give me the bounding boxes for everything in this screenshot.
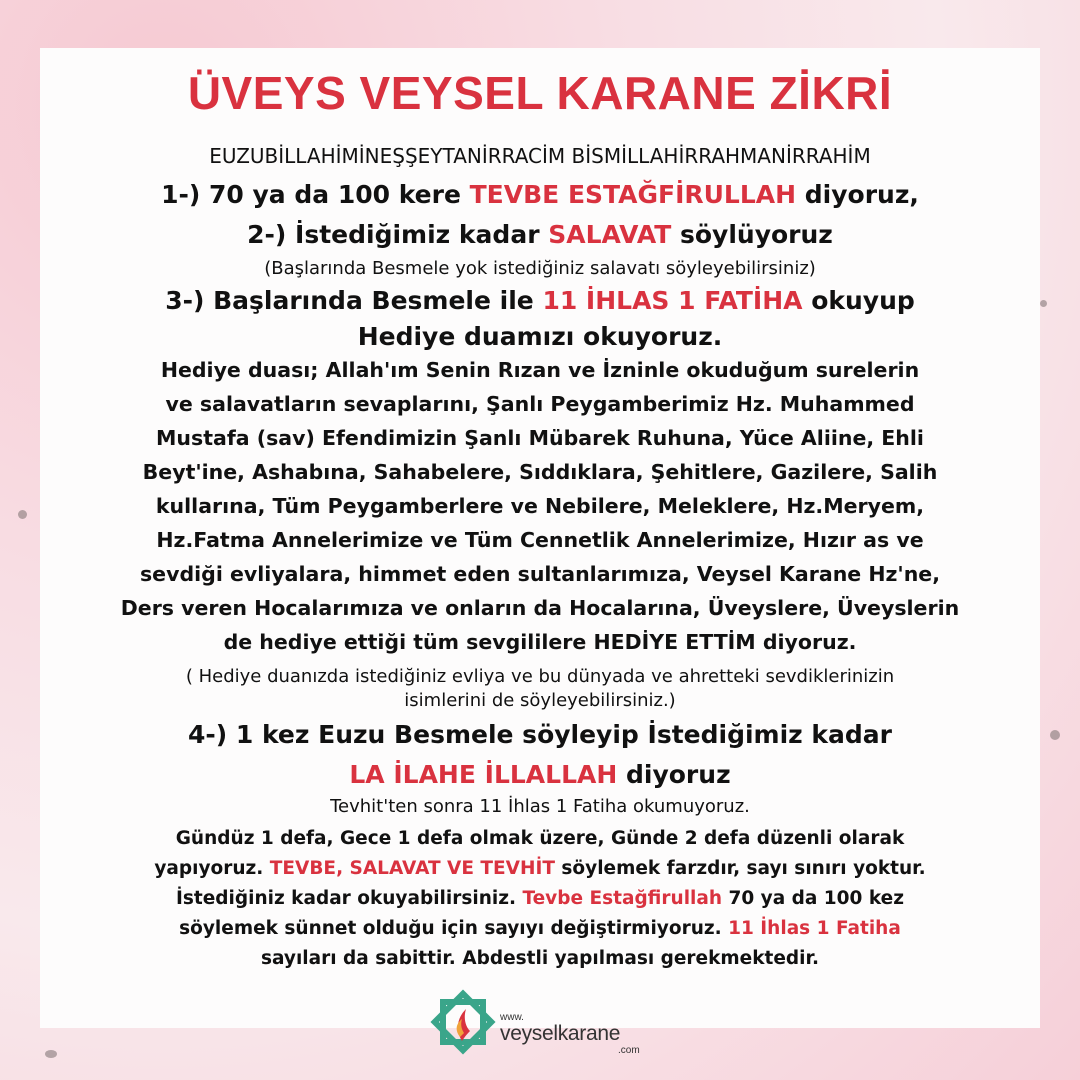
- step-4-line-2: [40, 760, 1040, 789]
- prayer-line: Mustafa (sav) Efendimizin Şanlı Mübarek Ruhuna, Yüce Aliine, Ehli: [156, 426, 924, 450]
- closing-text: söylemek farzdır, sayı sınırı yoktur.: [554, 858, 926, 879]
- closing-line-5: sayıları da sabittir. Abdestli yapılması gerekmektedir.: [260, 948, 820, 969]
- step-1-highlight: TEVBE ESTAĞFİRULLAH: [469, 180, 797, 209]
- page-title: ÜVEYS VEYSEL KARANE ZİKRİ: [187, 67, 893, 119]
- closing-text: İstediğiniz kadar okuyabilirsiniz.: [176, 888, 523, 909]
- prayer-note-2: isimlerini de söyleyebilirsiniz.): [404, 690, 676, 711]
- step-4-note: Tevhit'ten sonra 11 İhlas 1 Fatiha okumuyoruz.: [330, 796, 750, 817]
- closing-text: yapıyoruz.: [154, 858, 270, 879]
- step-2-note: (Başlarında Besmele yok istediğiniz salavatı söyleyebilirsiniz): [264, 258, 816, 279]
- step-4: 4-) 1 kez Euzu Besmele söyleyip İstediğimiz kadar: [187, 720, 893, 749]
- closing-line-3: [40, 888, 1040, 909]
- decorative-blot: [1040, 300, 1047, 307]
- logo-com: .com: [618, 1045, 640, 1056]
- prayer-line: Beyt'ine, Ashabına, Sahabelere, Sıddıklara, Şehitlere, Gazilere, Salih: [142, 460, 938, 484]
- step-4-suffix: diyoruz: [617, 760, 731, 789]
- step-3-suffix: okuyup: [802, 286, 915, 315]
- step-2: [40, 220, 1040, 249]
- content-card: [40, 48, 1040, 1028]
- closing-highlight: 11 İhlas 1 Fatiha: [728, 918, 901, 939]
- step-2-highlight: SALAVAT: [548, 220, 672, 249]
- logo-www: www.: [500, 1012, 524, 1023]
- prayer-line: de hediye ettiği tüm sevgililere HEDİYE ETTİM diyoruz.: [223, 630, 857, 654]
- veyselkarane-logo-icon: [426, 985, 500, 1059]
- step-2-suffix: söylüyoruz: [671, 220, 833, 249]
- step-1-text: 1-) 70 ya da 100 kere: [161, 180, 470, 209]
- prayer-note: ( Hediye duanızda istediğiniz evliya ve bu dünyada ve ahretteki sevdiklerinizin: [185, 666, 895, 687]
- step-3-highlight: 11 İHLAS 1 FATİHA: [542, 286, 803, 315]
- step-3-text: 3-) Başlarında Besmele ile: [165, 286, 543, 315]
- closing-highlight: TEVBE, SALAVAT VE TEVHİT: [269, 858, 555, 879]
- step-1-suffix: diyoruz,: [796, 180, 919, 209]
- step-2-text: 2-) İstediğimiz kadar: [247, 220, 549, 249]
- closing-line-2: [40, 858, 1040, 879]
- prayer-line: kullarına, Tüm Peygamberlere ve Nebilere, Meleklere, Hz.Meryem,: [155, 494, 925, 518]
- step-3: [40, 286, 1040, 315]
- closing-highlight: Tevbe Estağfirullah: [522, 888, 723, 909]
- closing-line-1: Gündüz 1 defa, Gece 1 defa olmak üzere, Günde 2 defa düzenli olarak: [175, 828, 905, 849]
- decorative-blot: [1050, 730, 1060, 740]
- closing-text: 70 ya da 100 kez: [722, 888, 904, 909]
- prayer-line: sevdiği evliyalara, himmet eden sultanlarımıza, Veysel Karane Hz'ne,: [139, 562, 940, 586]
- prayer-line: ve salavatların sevaplarını, Şanlı Peygamberimiz Hz. Muhammed: [165, 392, 915, 416]
- decorative-blot: [18, 510, 27, 519]
- prayer-line: Hediye duası; Allah'ım Senin Rızan ve İzninle okuduğum surelerin: [160, 358, 920, 382]
- closing-text: söylemek sünnet olduğu için sayıyı değiştirmiyoruz.: [179, 918, 729, 939]
- step-1: [40, 180, 1040, 209]
- prayer-line: Ders veren Hocalarımıza ve onların da Hocalarına, Üveyslere, Üveyslerin: [120, 596, 960, 620]
- logo-name: veyselkarane: [500, 1022, 621, 1045]
- prayer-line: Hz.Fatma Annelerimize ve Tüm Cennetlik Annelerimize, Hızır as ve: [156, 528, 924, 552]
- step-4-highlight: LA İLAHE İLLALLAH: [349, 760, 618, 789]
- page-subtitle: EUZUBİLLAHİMİNEŞŞEYTANİRRACİM BİSMİLLAHİRRAHMANİRRAHİM: [209, 144, 871, 168]
- step-3-line-2: Hediye duamızı okuyoruz.: [357, 322, 723, 351]
- decorative-blot: [45, 1050, 57, 1058]
- closing-line-4: [40, 918, 1040, 939]
